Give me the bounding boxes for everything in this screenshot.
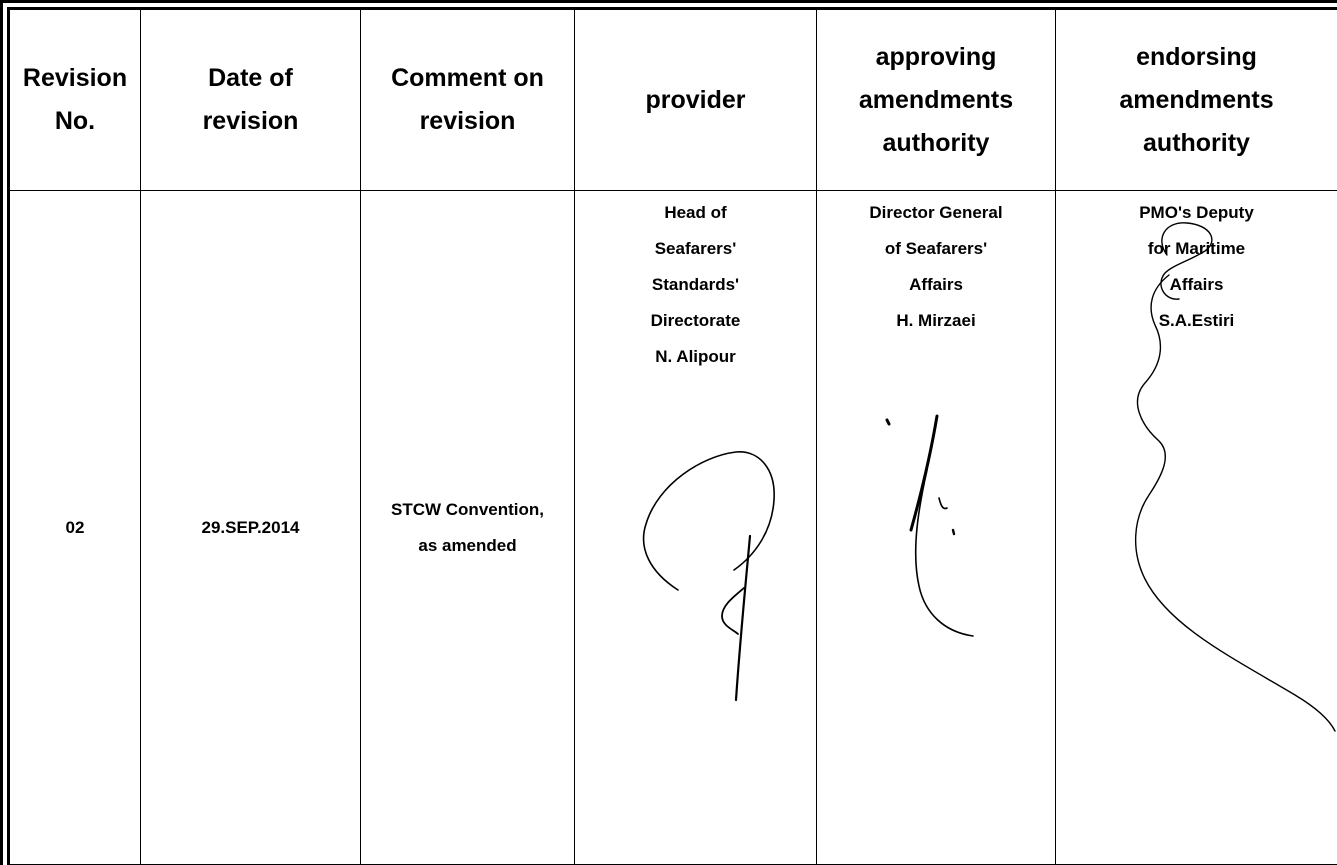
revision-table [9,9,1337,865]
cell-date: 29.SEP.2014 [141,191,361,865]
header-date-of-revision: Date of revision [141,10,361,191]
header-revision-no: Revision No. [10,10,141,191]
table-header-row [10,10,1337,191]
header-provider: provider [575,10,817,191]
cell-comment: STCW Convention, as amended [361,191,575,865]
cell-endorsing: PMO's Deputy for Maritime Affairs S.A.Estiri [1056,191,1337,865]
cell-approving: Director General of Seafarers' Affairs H. Mirzaei [817,191,1056,865]
header-comment-on-revision: Comment on revision [361,10,575,191]
header-approving-authority: approving amendments authority [817,10,1056,191]
cell-revision-no: 02 [10,191,141,865]
border-line [0,0,1337,3]
border-line [0,0,3,865]
header-endorsing-authority: endorsing amendments authority [1056,10,1337,191]
table-row [10,191,1337,865]
cell-provider: Head of Seafarers' Standards' Directorate N. Alipour [575,191,817,865]
